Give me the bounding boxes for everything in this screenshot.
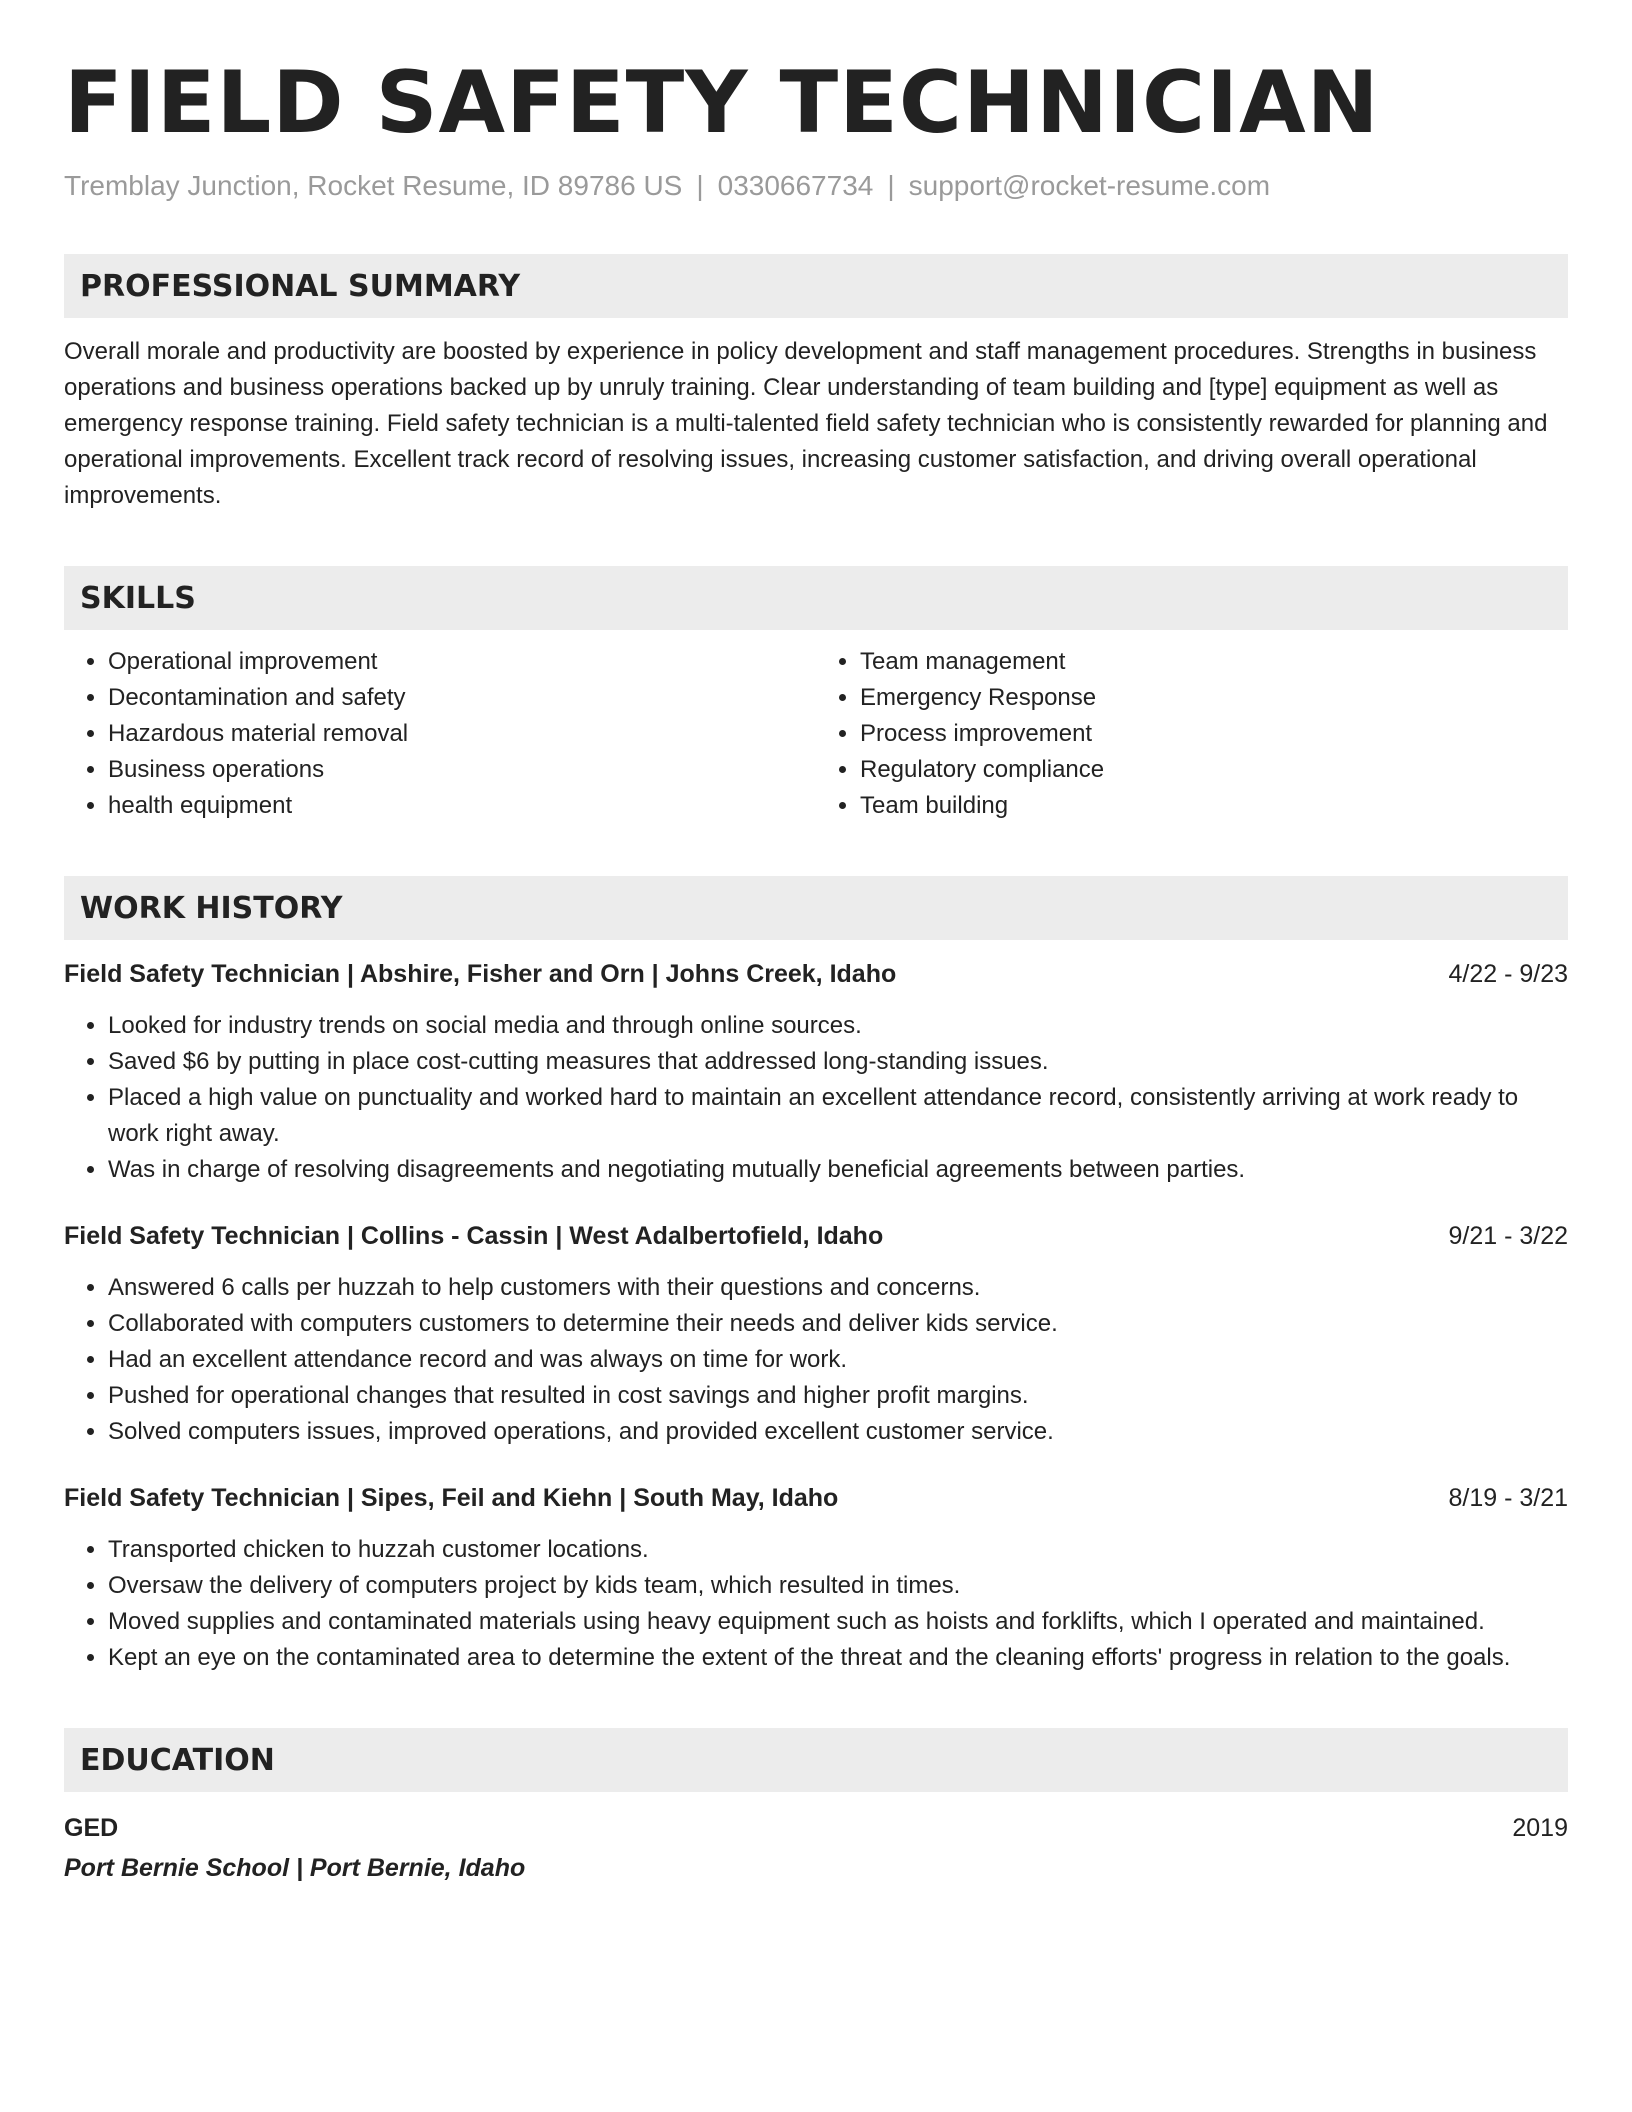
skill-item: • Process improvement	[860, 716, 1568, 752]
skills-column-left	[64, 644, 816, 824]
job-bullet: • Looked for industry trends on social media and through online sources.	[108, 1008, 1568, 1044]
contact-separator: |	[696, 169, 704, 201]
job-bullet: • Collaborated with computers customers to determine their needs and deliver kids service.	[108, 1306, 1568, 1342]
skill-item: • Business operations	[108, 752, 816, 788]
job-bullet: • Moved supplies and contaminated materials using heavy equipment such as hoists and forklifts, which I operated and maintained.	[108, 1604, 1568, 1640]
summary-text: Overall morale and productivity are boosted by experience in policy development and staff management procedures. Strengths in business operations and business operations backed up by unruly training. Clear understanding of team building and [type] equipment as well as emergency response training. Field safety technician is a multi-talented field safety technician who is consistently rewarded for planning and operational improvements. Excellent track record of resolving issues, increasing customer satisfaction, and driving overall operational improvements.	[64, 338, 1548, 510]
contact-email: support@rocket-resume.com	[908, 169, 1271, 201]
skill-item: • health equipment	[108, 788, 816, 824]
job-entry	[64, 1480, 1568, 1676]
section-header-education: EDUCATION	[64, 1728, 1568, 1792]
skill-item: • Operational improvement	[108, 644, 816, 680]
section-header-summary: PROFESSIONAL SUMMARY	[64, 254, 1568, 318]
skills-list	[64, 644, 1568, 824]
education-year: 2019	[1512, 1814, 1568, 1843]
job-bullets	[64, 1532, 1568, 1676]
job-entry	[64, 1218, 1568, 1450]
skills-column-right	[816, 644, 1568, 824]
contact-separator: |	[887, 169, 895, 201]
job-bullet: • Answered 6 calls per huzzah to help customers with their questions and concerns.	[108, 1270, 1568, 1306]
job-dates: 9/21 - 3/22	[1448, 1222, 1568, 1251]
job-bullet: • Oversaw the delivery of computers project by kids team, which resulted in times.	[108, 1568, 1568, 1604]
education-school: Port Bernie School | Port Bernie, Idaho	[64, 1854, 526, 1883]
job-entry	[64, 956, 1568, 1188]
contact-phone: 0330667734	[717, 169, 874, 201]
section-header-skills: SKILLS	[64, 566, 1568, 630]
contact-line	[64, 169, 1568, 203]
job-dates: 8/19 - 3/21	[1448, 1484, 1568, 1513]
contact-address: Tremblay Junction, Rocket Resume, ID 89786 US	[64, 169, 683, 201]
job-bullets	[64, 1008, 1568, 1188]
job-bullet: • Saved $6 by putting in place cost-cutting measures that addressed long-standing issues.	[108, 1044, 1568, 1080]
education-degree: GED	[64, 1814, 119, 1843]
skill-item: • Emergency Response	[860, 680, 1568, 716]
candidate-name: FIELD SAFETY TECHNICIAN	[64, 53, 1380, 153]
skill-item: • Team building	[860, 788, 1568, 824]
job-bullets	[64, 1270, 1568, 1450]
job-bullet: • Kept an eye on the contaminated area to determine the extent of the threat and the cleaning efforts' progress in relation to the goals.	[108, 1640, 1568, 1676]
job-header	[64, 1218, 1568, 1254]
skill-item: • Hazardous material removal	[108, 716, 816, 752]
skill-item: • Regulatory compliance	[860, 752, 1568, 788]
job-dates: 4/22 - 9/23	[1448, 960, 1568, 989]
job-bullet: • Solved computers issues, improved operations, and provided excellent customer service.	[108, 1414, 1568, 1450]
job-header	[64, 1480, 1568, 1516]
job-title: Field Safety Technician | Sipes, Feil and Kiehn | South May, Idaho	[64, 1484, 839, 1513]
skill-item: • Team management	[860, 644, 1568, 680]
job-title: Field Safety Technician | Collins - Cassin | West Adalbertofield, Idaho	[64, 1222, 884, 1251]
job-bullet: • Placed a high value on punctuality and worked hard to maintain an excellent attendance record, consistently arriving at work ready to work right away.	[108, 1080, 1568, 1152]
job-bullet: • Was in charge of resolving disagreements and negotiating mutually beneficial agreements between parties.	[108, 1152, 1568, 1188]
section-header-work-history: WORK HISTORY	[64, 876, 1568, 940]
job-bullet: • Had an excellent attendance record and was always on time for work.	[108, 1342, 1568, 1378]
job-header	[64, 956, 1568, 992]
job-title: Field Safety Technician | Abshire, Fisher and Orn | Johns Creek, Idaho	[64, 960, 897, 989]
job-bullet: • Transported chicken to huzzah customer locations.	[108, 1532, 1568, 1568]
education-header	[64, 1810, 1568, 1846]
job-bullet: • Pushed for operational changes that resulted in cost savings and higher profit margins.	[108, 1378, 1568, 1414]
skill-item: • Decontamination and safety	[108, 680, 816, 716]
